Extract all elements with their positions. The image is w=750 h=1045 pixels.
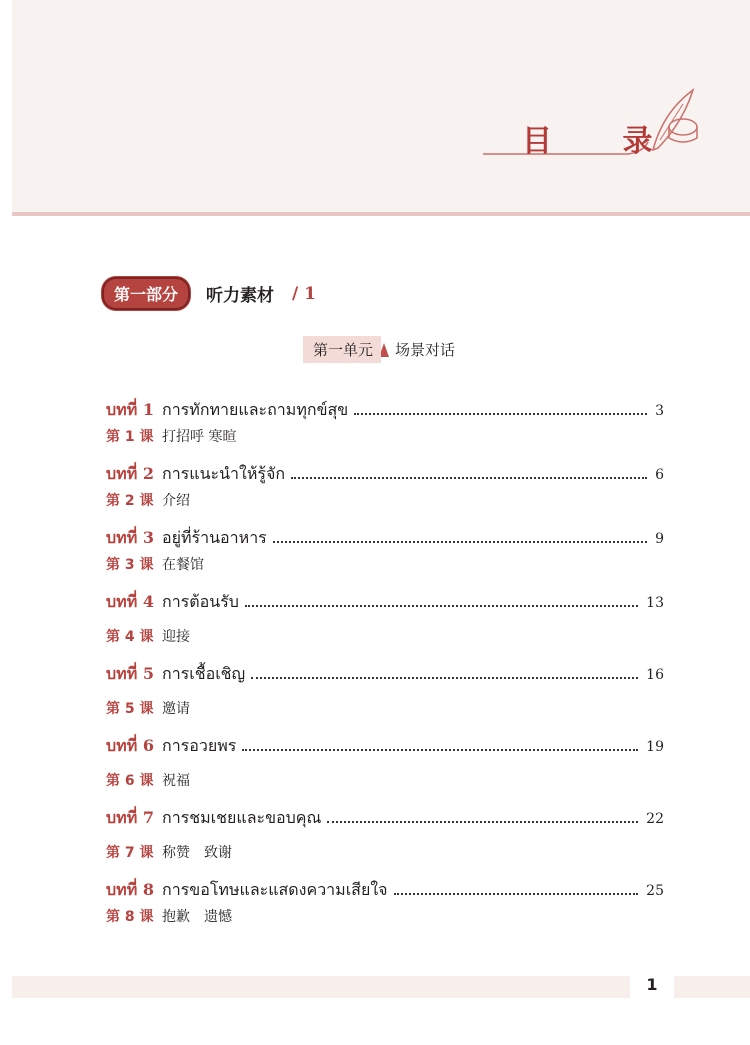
thai-lesson-title: การทักทายและถามทุกข์สุข — [162, 400, 349, 419]
cn-lesson-title: 打招呼 寒暄 — [162, 429, 237, 445]
dot-leader — [242, 749, 638, 751]
dot-leader — [273, 541, 647, 543]
dot-leader — [245, 605, 638, 607]
thai-lesson-number: บทที่ 8 — [106, 880, 154, 899]
cn-lesson-title: 邀请 — [162, 701, 190, 717]
dot-leader — [327, 821, 638, 823]
part-heading — [102, 277, 316, 310]
toc-entry[interactable] — [106, 806, 664, 862]
thai-lesson-title: อยู่ที่ร้านอาหาร — [162, 528, 267, 547]
thai-lesson-number: บทที่ 5 — [106, 664, 154, 683]
cn-lesson-number: 第 7 课 — [106, 845, 154, 861]
thai-lesson-number: บทที่ 2 — [106, 464, 154, 483]
unit-title: 场景对话 — [395, 341, 456, 359]
thai-lesson-title: การเชื้อเชิญ — [162, 664, 246, 683]
page-number: 25 — [646, 883, 664, 899]
thai-lesson-number: บทที่ 3 — [106, 528, 154, 547]
page-title: 目 录 — [522, 124, 683, 159]
cn-lesson-number: 第 1 课 — [106, 429, 154, 445]
cn-lesson-number: 第 4 课 — [106, 629, 154, 645]
thai-lesson-title: การแนะนำให้รู้จัก — [162, 464, 286, 483]
thai-lesson-number: บทที่ 7 — [106, 808, 154, 827]
thai-lesson-title: การขอโทษและแสดงความเสียใจ — [162, 880, 388, 899]
thai-lesson-title: การชมเชยและขอบคุณ — [162, 808, 322, 827]
dot-leader — [291, 477, 647, 479]
page-number-footer: 1 — [630, 970, 674, 1000]
dot-leader — [354, 413, 647, 415]
dot-leader — [251, 677, 638, 679]
part-page: / 1 — [292, 283, 316, 304]
unit-label: 第一单元 — [303, 336, 381, 363]
page-number: 19 — [646, 739, 664, 755]
page-number: 22 — [646, 811, 664, 827]
dot-leader — [394, 893, 639, 895]
part-badge: 第一部分 — [102, 277, 190, 310]
page-number: 9 — [655, 531, 664, 547]
cn-lesson-title: 称赞 致谢 — [162, 845, 232, 861]
thai-lesson-title: การต้อนรับ — [162, 592, 239, 611]
toc-entry[interactable] — [106, 590, 664, 646]
unit-heading — [303, 336, 455, 363]
cn-lesson-title: 迎接 — [162, 629, 190, 645]
thai-lesson-number: บทที่ 4 — [106, 592, 154, 611]
toc-entry[interactable] — [106, 462, 664, 510]
cn-lesson-number: 第 8 课 — [106, 909, 154, 925]
header-divider — [12, 212, 750, 216]
cn-lesson-number: 第 2 课 — [106, 493, 154, 509]
cn-lesson-number: 第 3 课 — [106, 557, 154, 573]
part-title: 听力素材 — [206, 286, 275, 306]
cn-lesson-number: 第 5 课 — [106, 701, 154, 717]
page-number: 6 — [655, 467, 664, 483]
thai-lesson-number: บทที่ 1 — [106, 400, 154, 419]
toc-entry[interactable] — [106, 878, 664, 926]
cn-lesson-title: 抱歉 遗憾 — [162, 909, 232, 925]
thai-lesson-number: บทที่ 6 — [106, 736, 154, 755]
cn-lesson-title: 在餐馆 — [162, 557, 204, 573]
thai-lesson-title: การอวยพร — [162, 736, 237, 755]
cn-lesson-title: 介绍 — [162, 493, 190, 509]
toc-entry[interactable] — [106, 734, 664, 790]
toc-entry[interactable] — [106, 662, 664, 718]
page-number: 16 — [646, 667, 664, 683]
page-number: 3 — [655, 403, 664, 419]
cn-lesson-title: 祝福 — [162, 773, 190, 789]
toc-entry[interactable] — [106, 398, 664, 446]
toc-entry[interactable] — [106, 526, 664, 574]
page-number: 13 — [646, 595, 664, 611]
cn-lesson-number: 第 6 课 — [106, 773, 154, 789]
